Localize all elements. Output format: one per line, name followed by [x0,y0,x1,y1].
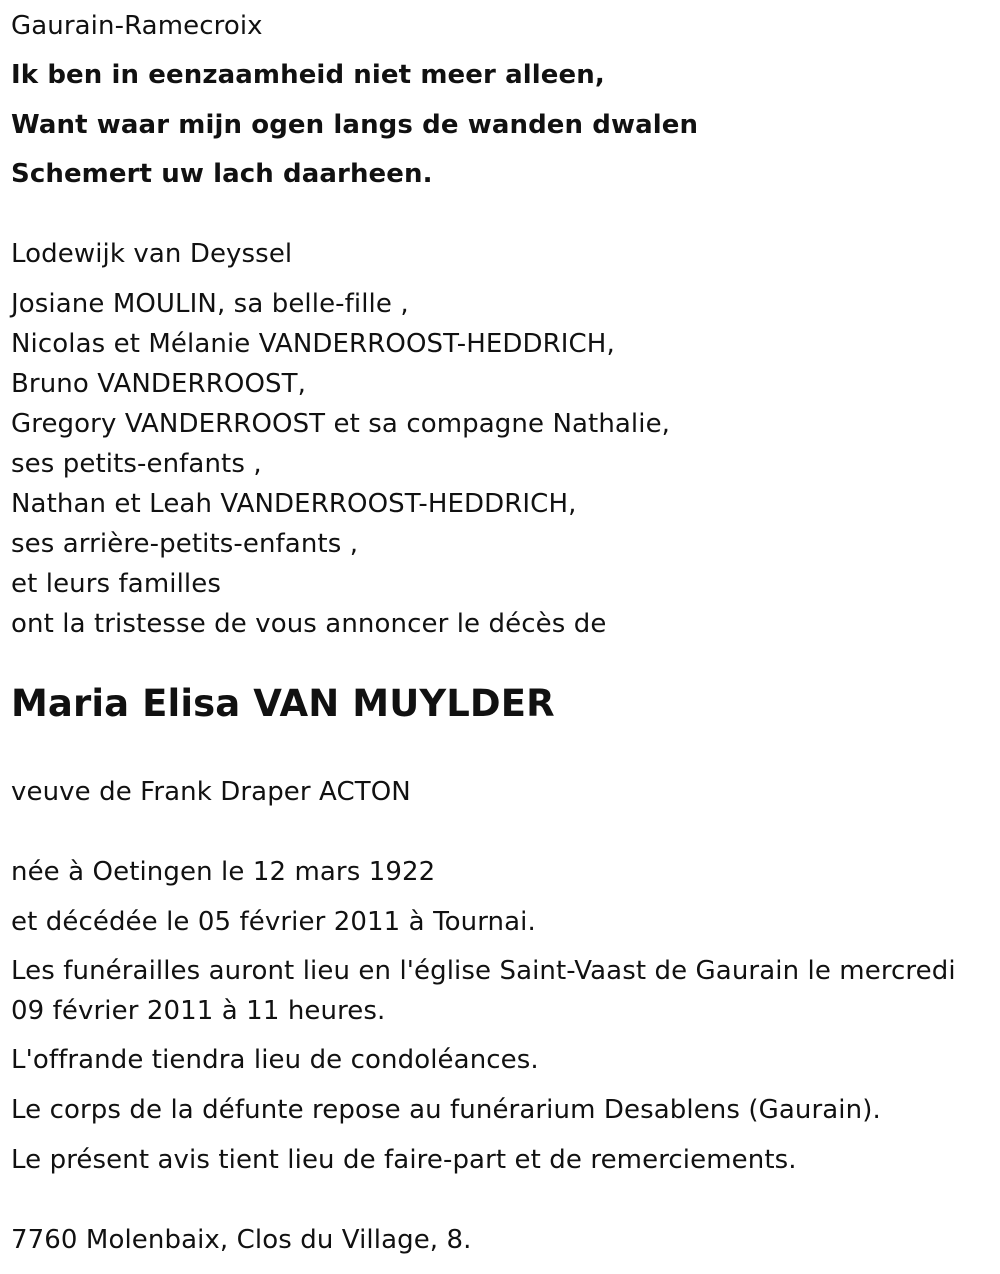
body-rests-info: Le corps de la défunte repose au funérarium Desablens (Gaurain). [11,1095,881,1125]
family-line-2: Nicolas et Mélanie VANDERROOST-HEDDRICH, [11,329,615,359]
family-line-7: ses arrière-petits-enfants , [11,529,359,559]
poem-line-3: Schemert uw lach daarheen. [11,159,433,189]
family-line-3: Bruno VANDERROOST, [11,369,306,399]
poem-author: Lodewijk van Deyssel [11,239,293,269]
birth-info: née à Oetingen le 12 mars 1922 [11,857,436,887]
poem-line-1: Ik ben in eenzaamheid niet meer alleen, [11,60,605,90]
family-line-5: ses petits-enfants , [11,449,262,479]
address: 7760 Molenbaix, Clos du Village, 8. [11,1225,472,1255]
death-info: et décédée le 05 février 2011 à Tournai. [11,907,536,937]
family-line-1: Josiane MOULIN, sa belle-fille , [11,289,409,319]
notice-info: Le présent avis tient lieu de faire-part et de remerciements. [11,1145,797,1175]
announcement-line: ont la tristesse de vous annoncer le décès de [11,609,607,639]
widow-of: veuve de Frank Draper ACTON [11,777,411,807]
poem-line-2: Want waar mijn ogen langs de wanden dwalen [11,110,699,140]
funeral-info-line-2: 09 février 2011 à 11 heures. [11,996,386,1026]
family-line-8: et leurs familles [11,569,221,599]
offering-info: L'offrande tiendra lieu de condoléances. [11,1045,539,1075]
location-header: Gaurain-Ramecroix [11,11,263,41]
family-line-4: Gregory VANDERROOST et sa compagne Nathalie, [11,409,671,439]
family-line-6: Nathan et Leah VANDERROOST-HEDDRICH, [11,489,577,519]
deceased-name: Maria Elisa VAN MUYLDER [11,682,555,725]
funeral-info-line-1: Les funérailles auront lieu en l'église Saint-Vaast de Gaurain le mercredi [11,956,956,986]
